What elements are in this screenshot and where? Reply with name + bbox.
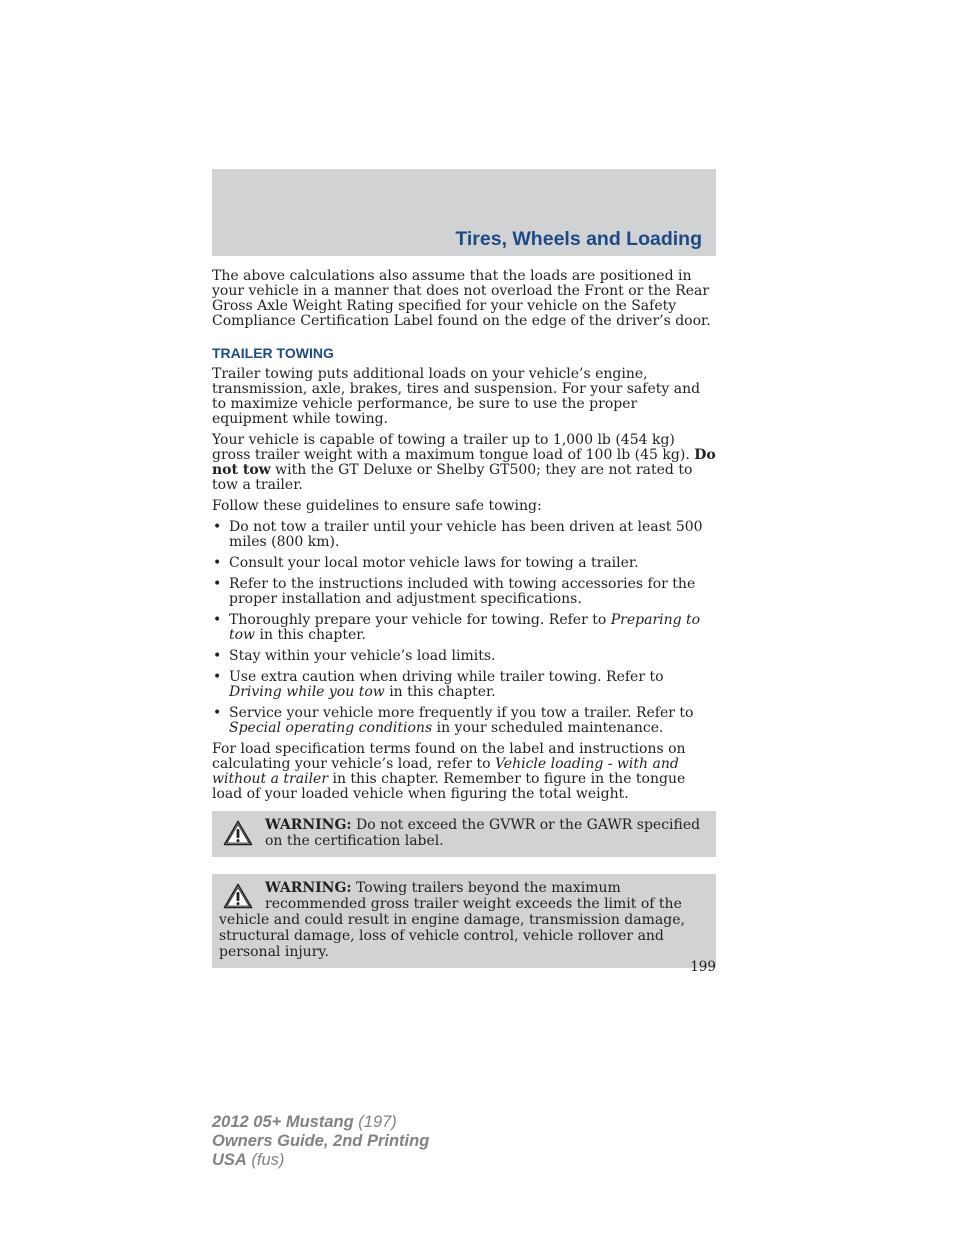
footer-model-code: (197) [353,1113,397,1131]
load-text: in this chapter. Remember to figure in the tongue load of your loaded vehicle when figuring the total weight. [212,771,686,802]
list-item: • Consult your local motor vehicle laws for towing a trailer. [212,556,716,571]
list-item-text: in your scheduled maintenance. [432,720,664,736]
list-item [212,670,716,700]
cross-reference-special-operating-conditions: Special operating conditions [229,720,433,736]
warning-text: Towing trailers beyond the maximum recommended gross trailer weight exceeds the limit of the vehicle and could result in engine damage, transmission damage, structural damage, loss of vehicle control, vehicle rollover and personal injury. [219,880,685,960]
intro-paragraph: The above calculations also assume that the loads are positioned in your vehicle in a manner that does not overload the Front or the Rear Gross Axle Weight Rating specified for your vehicle on the Safety Compliance Certification Label found on the edge of the driver’s door. [212,268,711,329]
load-specification-paragraph [212,742,716,802]
footer-line-guide [212,1132,429,1151]
footer-line-model [212,1113,429,1132]
towing-guidelines-list [212,520,716,736]
list-item-text: in this chapter. [255,627,366,643]
list-item [212,613,716,643]
cross-reference-vehicle-loading: Vehicle loading - with and without a trailer [212,756,679,787]
list-item: • Refer to the instructions included with towing accessories for the proper installation and adjustment specifications. [212,577,716,607]
list-item [212,706,716,736]
footer-model: 2012 05+ Mustang [212,1113,354,1131]
warning-label: WARNING: [265,880,352,896]
list-item-text: Thoroughly prepare your vehicle for towing. Refer to [229,612,611,628]
page-number: 199 [690,959,716,975]
footer-region: USA [212,1151,247,1169]
warning-text: Do not exceed the GVWR or the GAWR specified on the certification label. [265,817,701,849]
list-item-text: Use extra caution when driving while trailer towing. Refer to [229,669,664,685]
cross-reference-preparing-to-tow: Preparing to tow [229,612,701,643]
section-header-band [212,169,716,256]
list-item: • Stay within your vehicle’s load limits. [212,649,716,664]
footer-line-region [212,1151,429,1170]
footer-region-code: (fus) [246,1151,285,1169]
load-text: For load specification terms found on the label and instructions on calculating your vehicle’s load, refer to [212,741,686,772]
list-item-text: Service your vehicle more frequently if you tow a trailer. Refer to [229,705,694,721]
footer-guide-title: Owners Guide, 2nd Printing [212,1132,430,1150]
do-not-tow-emphasis: Do not tow [212,447,716,478]
capacity-text: Your vehicle is capable of towing a trailer up to 1,000 lb (454 kg) gross trailer weight with a maximum tongue load of 100 lb (45 kg). [212,432,695,463]
warning-label: WARNING: [265,817,352,833]
warning-triangle-icon [223,883,253,909]
cross-reference-driving-while-you-tow: Driving while you tow [229,684,385,700]
warning-box-trailer-weight [212,874,716,968]
warning-triangle-icon [223,820,253,846]
page-content [212,269,716,968]
not-rated-text: with the GT Deluxe or Shelby GT500; they are not rated to tow a trailer. [212,462,693,493]
trailer-towing-paragraph-1: Trailer towing puts additional loads on your vehicle’s engine, transmission, axle, brakes, tires and suspension. For your safety and to maximize vehicle performance, be sure to use the proper equipment while towing. [212,366,701,427]
trailer-towing-paragraph-2 [212,433,716,493]
list-item-text: in this chapter. [384,684,496,700]
document-footer [212,1113,429,1170]
warning-box-gvwr [212,811,716,857]
guidelines-intro: Follow these guidelines to ensure safe towing: [212,498,542,514]
list-item: • Do not tow a trailer until your vehicle has been driven at least 500 miles (800 km). [212,520,716,550]
trailer-towing-heading: TRAILER TOWING [212,345,334,361]
section-title: Tires, Wheels and Loading [455,228,702,250]
